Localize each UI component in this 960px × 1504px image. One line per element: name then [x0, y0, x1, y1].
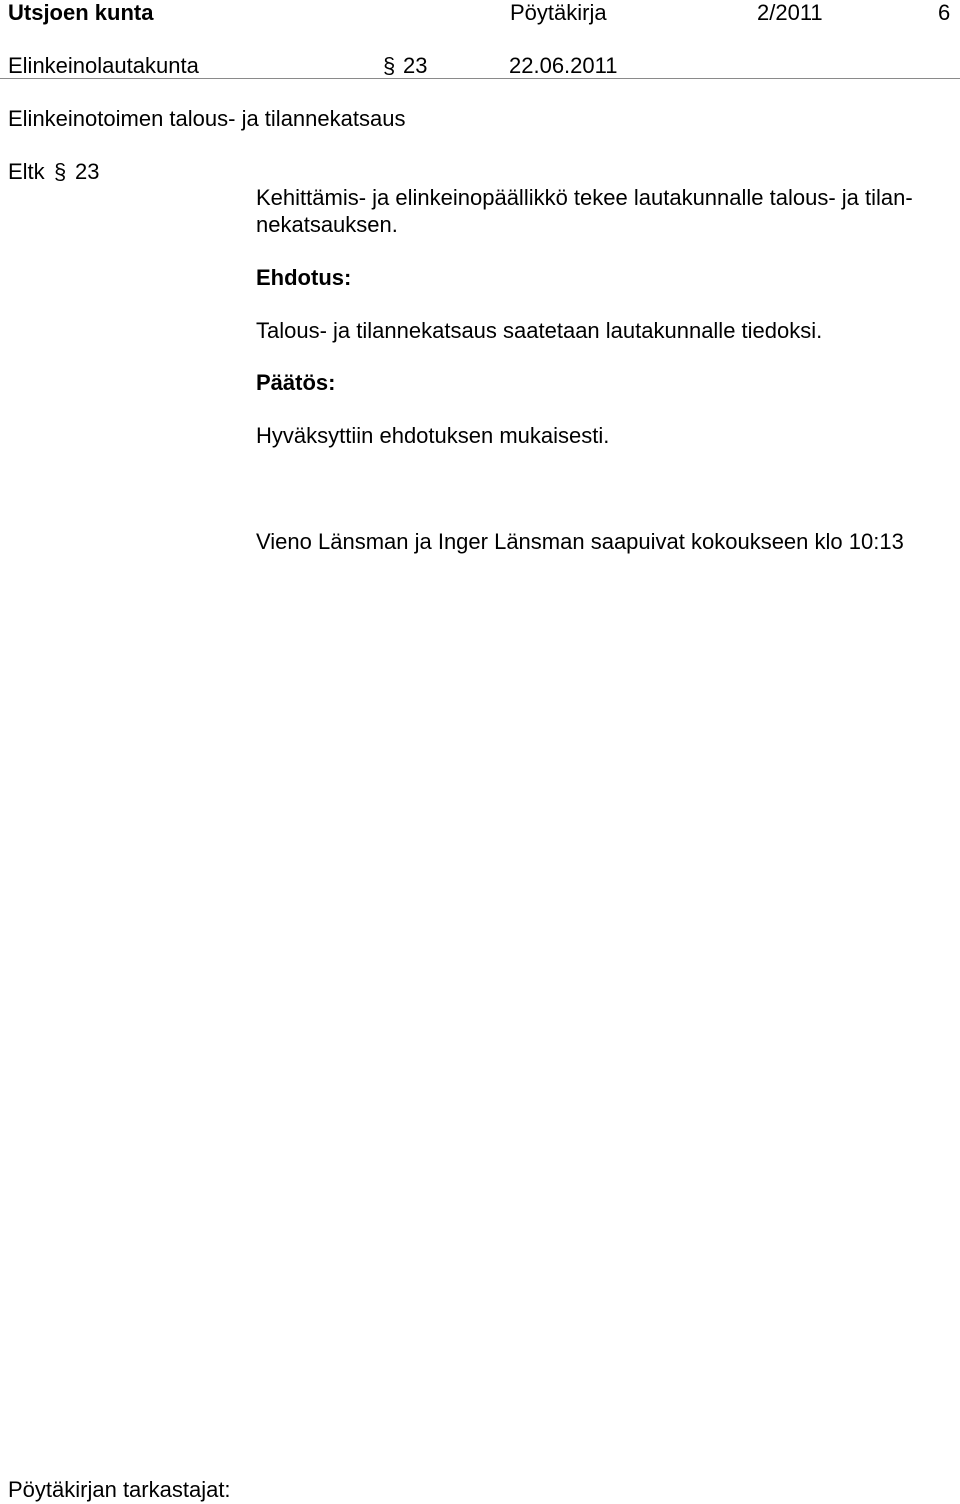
intro-text-line2: nekatsauksen. — [256, 212, 398, 237]
intro-text-line1: Kehittämis- ja elinkeinopäällikkö tekee lautakunnalle talous- ja tilan- — [256, 185, 913, 210]
meeting-date: 22.06.2011 — [509, 53, 618, 78]
document-number: 2/2011 — [757, 0, 823, 25]
proposal-text: Talous- ja tilannekatsaus saatetaan lautakunnalle tiedoksi. — [256, 318, 823, 343]
header-divider — [0, 78, 960, 79]
reviewers-label: Pöytäkirjan tarkastajat: — [8, 1477, 231, 1502]
header-section-number: 23 — [403, 53, 428, 78]
decision-heading: Päätös: — [256, 370, 336, 395]
item-ref-label: Eltk — [8, 159, 45, 184]
header-section-sign: § — [383, 53, 396, 78]
proposal-heading: Ehdotus: — [256, 265, 352, 290]
page-number: 6 — [938, 0, 951, 25]
subject-title: Elinkeinotoimen talous- ja tilannekatsaus — [8, 106, 406, 131]
committee-name: Elinkeinolautakunta — [8, 53, 199, 78]
attendance-note: Vieno Länsman ja Inger Länsman saapuivat kokoukseen klo 10:13 — [256, 529, 904, 554]
item-section-number: 23 — [75, 159, 100, 184]
municipality-name: Utsjoen kunta — [8, 0, 154, 25]
decision-text: Hyväksyttiin ehdotuksen mukaisesti. — [256, 423, 610, 448]
document-type: Pöytäkirja — [510, 0, 607, 25]
item-section-sign: § — [54, 159, 67, 184]
